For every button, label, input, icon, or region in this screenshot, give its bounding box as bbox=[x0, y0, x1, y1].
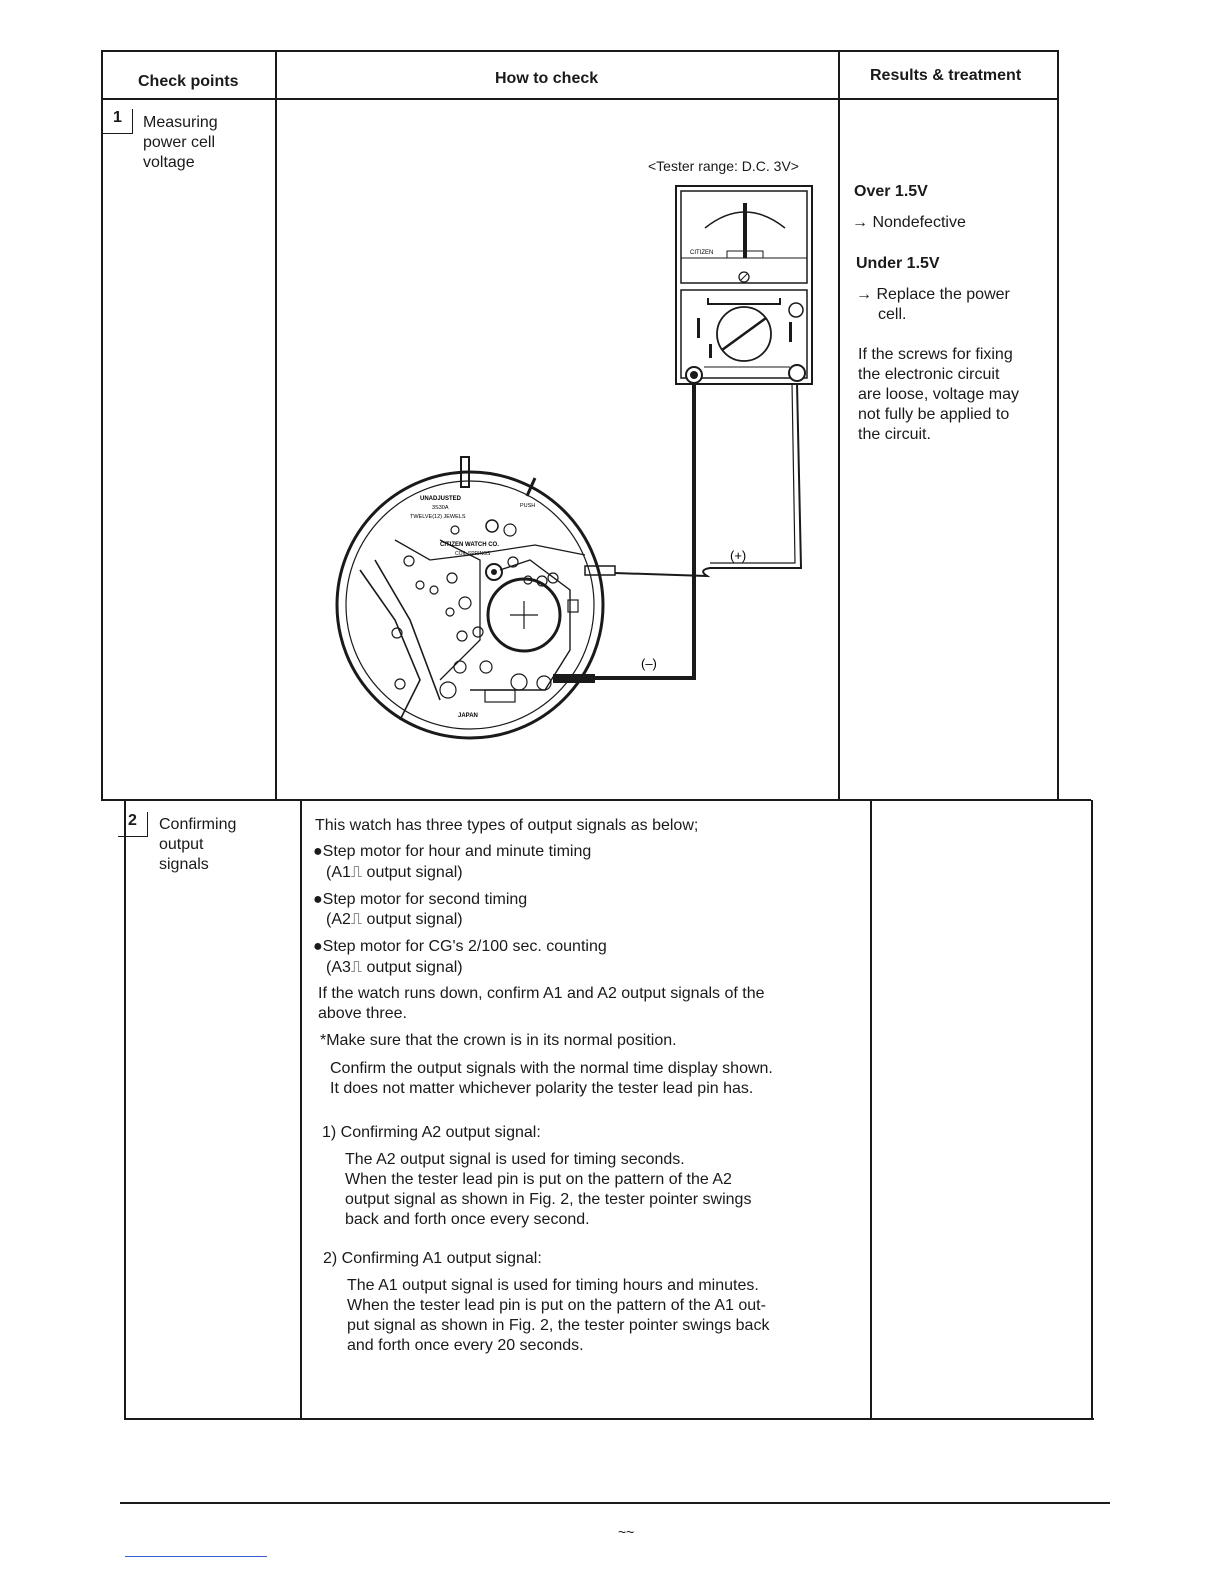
step-1-line: The A2 output signal is used for timing seconds. bbox=[345, 1151, 685, 1168]
row-1-label-line: Measuring bbox=[143, 114, 218, 131]
crown-note: *Make sure that the crown is in its normal position. bbox=[320, 1032, 677, 1049]
col-divider-1 bbox=[275, 50, 277, 800]
col-divider-2-lower bbox=[870, 800, 872, 1420]
confirm-line: Confirm the output signals with the normal time display shown. bbox=[330, 1060, 773, 1077]
step-2-line: put signal as shown in Fig. 2, the tester pointer swings back bbox=[347, 1317, 770, 1334]
step-2-line: and forth once every 20 seconds. bbox=[347, 1337, 584, 1354]
screw-note-line: not fully be applied to bbox=[858, 406, 1010, 423]
footnote-separator bbox=[125, 1556, 267, 1557]
confirm-text bbox=[330, 1059, 773, 1099]
meter-brand: CITIZEN bbox=[690, 250, 714, 256]
row-2-label-line: output bbox=[159, 836, 204, 853]
under-voltage-line: cell. bbox=[878, 306, 907, 323]
col-divider-1-lower bbox=[300, 800, 302, 1420]
over-voltage-result: → Nondefective bbox=[852, 214, 966, 231]
movement-unadjusted: UNADJUSTED bbox=[420, 496, 462, 502]
col-divider-2 bbox=[838, 50, 840, 800]
movement-springs: COIL SPRINGS bbox=[455, 551, 491, 557]
row-1-label-line: voltage bbox=[143, 154, 195, 171]
table-right-border bbox=[1057, 50, 1059, 800]
row-2-label-line: Confirming bbox=[159, 816, 237, 833]
plus-lead bbox=[614, 383, 801, 576]
page-number: ~~ bbox=[618, 1524, 635, 1540]
step-2-line: When the tester lead pin is put on the pattern of the A1 out- bbox=[347, 1297, 766, 1314]
step-1-title: 1) Confirming A2 output signal: bbox=[322, 1124, 541, 1141]
movement-jewels: TWELVE(12) JEWELS bbox=[410, 514, 466, 520]
multimeter bbox=[676, 186, 812, 384]
signal-bullet-sub: (A3⎍ output signal) bbox=[326, 959, 463, 976]
header-bottom-border bbox=[101, 98, 1059, 100]
signal-bullet-sub: (A2⎍ output signal) bbox=[326, 911, 463, 928]
step-1-line: back and forth once every second. bbox=[345, 1211, 590, 1228]
row-1-label bbox=[143, 113, 218, 173]
signals-intro: This watch has three types of output signals as below; bbox=[315, 817, 699, 834]
row-2-number: 2 bbox=[118, 812, 148, 837]
over-voltage-title: Over 1.5V bbox=[854, 183, 928, 200]
minus-label: (–) bbox=[641, 656, 657, 671]
step-2-body bbox=[347, 1276, 769, 1356]
step-2-line: The A1 output signal is used for timing hours and minutes. bbox=[347, 1277, 759, 1294]
footer-rule bbox=[120, 1502, 1110, 1504]
header-check-points: Check points bbox=[138, 73, 239, 90]
runs-down-line: If the watch runs down, confirm A1 and A2 output signals of the bbox=[318, 985, 765, 1002]
step-2-title: 2) Confirming A1 output signal: bbox=[323, 1250, 542, 1267]
plus-label: (+) bbox=[730, 548, 747, 563]
step-1-line: When the tester lead pin is put on the pattern of the A2 bbox=[345, 1171, 732, 1188]
row-separator bbox=[101, 799, 1091, 801]
watch-movement bbox=[337, 457, 603, 738]
signal-bullet: ●Step motor for CG's 2/100 sec. counting bbox=[313, 938, 607, 955]
screw-note-line: are loose, voltage may bbox=[858, 386, 1019, 403]
under-voltage-line: → Replace the power bbox=[856, 286, 1010, 303]
step-1-body bbox=[345, 1150, 751, 1230]
movement-caliber: 3S30A bbox=[432, 505, 449, 511]
movement-origin: JAPAN bbox=[458, 713, 478, 719]
under-voltage-title: Under 1.5V bbox=[856, 255, 940, 272]
tester-range: <Tester range: D.C. 3V> bbox=[648, 158, 799, 174]
confirm-line: It does not matter whichever polarity the tester lead pin has. bbox=[330, 1080, 754, 1097]
movement-brand: CITIZEN WATCH CO. bbox=[440, 542, 499, 548]
signal-bullet-sub: (A1⎍ output signal) bbox=[326, 864, 463, 881]
screw-note-line: the circuit. bbox=[858, 426, 931, 443]
runs-down-text bbox=[318, 984, 765, 1024]
row-1-label-line: power cell bbox=[143, 134, 216, 151]
table-left-border-lower bbox=[124, 800, 126, 1420]
screw-note-line: If the screws for fixing bbox=[858, 346, 1013, 363]
signal-bullet: ●Step motor for second timing bbox=[313, 891, 528, 908]
tester-illustration bbox=[300, 175, 835, 755]
header-how-to-check: How to check bbox=[495, 70, 599, 87]
screw-note bbox=[858, 345, 1019, 445]
table-bottom-border bbox=[124, 1418, 1094, 1420]
under-voltage-result bbox=[856, 285, 1010, 325]
screw-note-line: the electronic circuit bbox=[858, 366, 1000, 383]
step-1-line: output signal as shown in Fig. 2, the tester pointer swings bbox=[345, 1191, 752, 1208]
table-top-border bbox=[101, 50, 1059, 52]
row-2-label bbox=[159, 815, 236, 875]
minus-lead bbox=[575, 383, 694, 678]
row-1-number: 1 bbox=[103, 109, 133, 134]
table-right-border-lower bbox=[1091, 800, 1093, 1420]
header-results: Results & treatment bbox=[870, 67, 1022, 84]
signal-bullet: ●Step motor for hour and minute timing bbox=[313, 843, 592, 860]
row-2-label-line: signals bbox=[159, 856, 209, 873]
table-left-border bbox=[101, 50, 103, 800]
movement-push: PUSH bbox=[520, 503, 536, 509]
runs-down-line: above three. bbox=[318, 1005, 407, 1022]
